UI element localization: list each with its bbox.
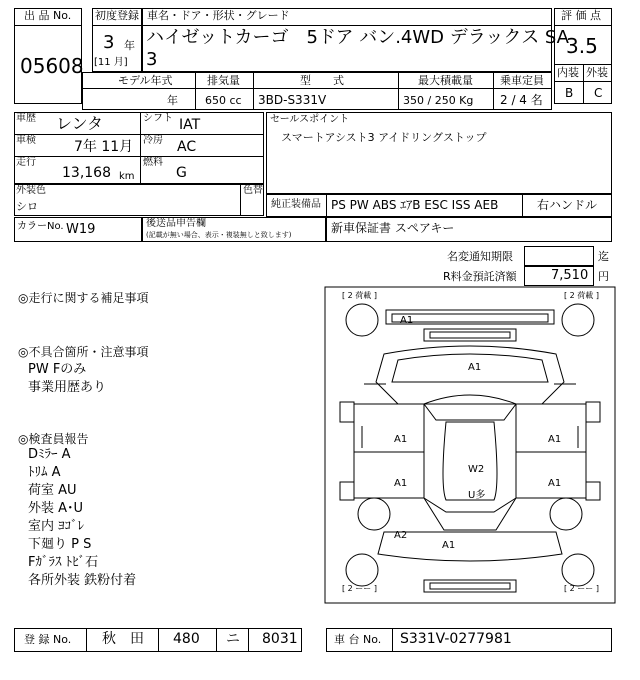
equipment-label: 純正装備品 [271,199,321,210]
recycle-unit: 円 [598,270,609,283]
inspector-item: ﾄﾘﾑ A [28,465,61,480]
left-side [354,404,424,498]
first-reg-label: 初度登録 [95,9,139,22]
reg-area: 秋 田 [102,631,144,647]
mark-hood-u: U多 [468,490,486,501]
fuel-value: G [176,165,187,181]
inspector-item: 各所外装 鉄粉付着 [28,573,137,588]
defect-item: 事業用歴あり [28,380,107,395]
car-name-line2: 3 [146,49,158,70]
ext-color-label: 外装色 [16,185,46,196]
mileage-value: 13,168 [62,165,111,181]
wheel-center-right [550,498,582,530]
color-no-label: カラーNo. [17,221,64,232]
first-reg-month: [11 月] [94,57,128,68]
name-change-field [524,246,594,266]
wheel-front-left [346,554,378,586]
mark-left-rear-door: A1 [394,434,408,445]
reg-number: 8031 [262,631,298,647]
reg-kana: ニ [226,631,240,647]
defects-title: ◎不具合箇所・注意事項 [18,345,149,359]
inspector-item: 下廻り P S [28,537,92,552]
inspector-item: 室内 ﾖｺﾞﾚ [28,519,85,534]
mark-front-bumper: A1 [442,540,456,551]
reg-class: 480 [173,631,200,647]
displacement-label: 排気量 [207,74,240,87]
inspection-label: 車検 [16,135,36,146]
mark-front-left-fender: A2 [394,530,408,541]
corner-label-bl: [ 2 ーー ] [342,584,377,593]
capacity-label: 乗車定員 [500,74,544,87]
lot-label: 出 品 No. [24,9,72,22]
name-change-label: 名変通知期限 [447,250,513,263]
rear-plate [424,329,516,341]
exterior-value: C [594,86,603,100]
ext-color-value: シロ [16,200,38,213]
mark-rear-bumper: A1 [400,315,414,326]
color-box [14,184,264,216]
grade-label: 評 価 点 [561,9,601,22]
color-no-value: W19 [66,222,96,237]
mark-hood-w: W2 [468,464,485,475]
vehicle-damage-diagram [324,286,616,604]
car-name-line1: ハイゼットカーゴ 5ドア バン.4WD デラックス SA [146,27,570,48]
history-value: レンタ [56,114,103,133]
mileage-label: 走行 [16,157,36,168]
driving-notes-title: ◎走行に関する補足事項 [18,291,149,305]
sales-point-text: スマートアシスト3 アイドリングストップ [281,131,487,144]
model-year-value: 年 [167,94,178,107]
windshield [424,395,516,420]
handle-value: 右ハンドル [537,198,598,212]
max-load-label: 最大積載量 [418,74,473,87]
corner-label-tl: [ 2 荷載 ] [342,291,377,300]
interior-value: B [565,86,574,100]
inspector-title: ◎検査員報告 [18,432,89,446]
max-load-value: 350 / 250 Kg [403,94,474,107]
inspector-item: 外装 A･U [28,501,84,516]
hood [443,422,497,500]
car-name-label: 車名・ドア・形状・グレード [147,9,290,22]
recycle-label: R料金預託済額 [443,270,517,283]
corner-label-tr: [ 2 荷載 ] [564,291,599,300]
mark-roof: A1 [468,362,482,373]
first-reg-year: 3 [103,32,115,53]
inspector-item: Fｶﾞﾗｽ ﾄﾋﾞ石 [28,555,99,570]
name-change-suffix: 迄 [598,250,609,263]
reg-label: 登 録 No. [24,633,72,646]
mark-right-rear-door: A1 [548,434,562,445]
equipment-value: PS PW ABS ｴｱB ESC ISS AEB [331,198,499,212]
first-reg-year-unit: 年 [124,39,135,52]
chassis-value: S331V-0277981 [400,631,512,647]
wheel-center-left [358,498,390,530]
model-year-label: モデル年式 [118,74,173,87]
grade-value: 3.5 [566,34,598,58]
fuel-label: 燃料 [143,157,163,168]
chassis-label: 車 台 No. [334,633,382,646]
displacement-value: 650 cc [205,94,242,107]
ac-value: AC [177,139,197,155]
corner-label-br: [ 2 ーー ] [564,584,599,593]
capacity-value: 2 / 4 名 [500,93,543,107]
lot-number: 05608 [20,54,84,78]
defect-item: PW Fのみ [28,362,87,377]
front-plate [424,580,516,592]
history-box [14,112,264,184]
ac-label: 冷房 [143,135,163,146]
aftermarket-label: 後送品申告欄 [146,218,206,229]
shift-value: IAT [179,117,201,133]
sales-point-label: セールスポイント [270,114,350,125]
wheel-front-right [562,554,594,586]
wheel-rear-right [562,304,594,336]
type-label: 型 式 [300,74,344,87]
shift-label: シフト [143,113,173,124]
exterior-label: 外装 [586,66,608,79]
warranty-value: 新車保証書 スペアキー [331,221,455,235]
inspection-value: 7年 11月 [74,139,134,155]
mark-right-front-door: A1 [548,478,562,489]
inspector-item: Dﾐﾗｰ A [28,447,71,462]
wheel-rear-left [346,304,378,336]
mark-left-front-door: A1 [394,478,408,489]
type-value: 3BD-S331V [258,93,327,107]
interior-label: 内装 [557,66,579,79]
history-label: 車歴 [16,113,36,124]
recycle-value: 7,510 [551,268,589,283]
mileage-unit: km [119,171,135,182]
aftermarket-note: (記載が無い場合、表示・複装無しと致します) [146,231,292,239]
inspector-item: 荷室 AU [28,483,77,498]
color-change-label: 色替 [243,185,263,196]
